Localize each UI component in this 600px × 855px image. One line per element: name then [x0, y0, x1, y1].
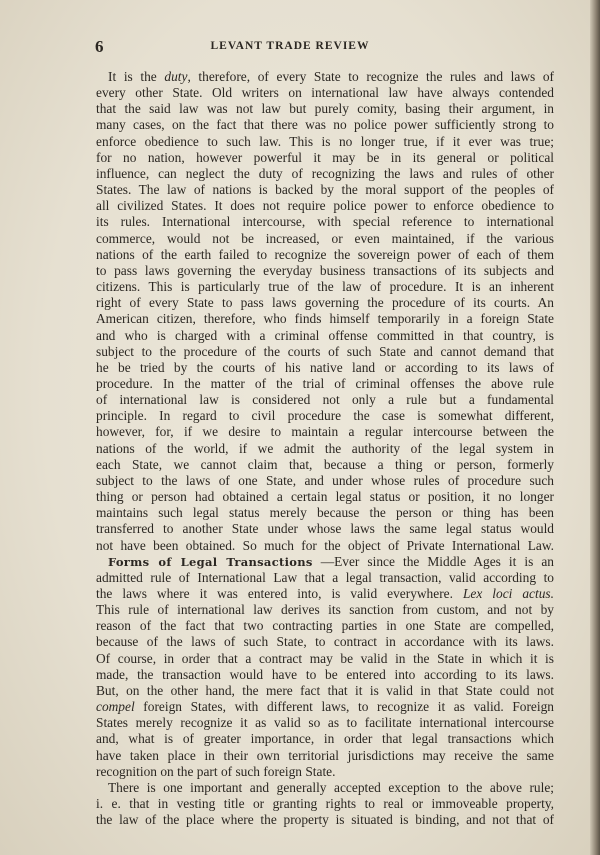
text-line [96, 85, 554, 101]
text-line [96, 441, 554, 457]
text-line [96, 812, 554, 828]
text-segment: This rule of international law derives its sanction from custom, and not by [96, 602, 554, 618]
text-segment: he be tried by the courts of his native land or according to its laws of [96, 359, 554, 375]
text-segment: admitted rule of International Law that a legal transaction, valid according to [96, 569, 554, 585]
section-heading: Forms of Legal Transactions [108, 554, 313, 569]
running-title: LEVANT TRADE REVIEW [210, 40, 370, 52]
text-line [96, 263, 554, 279]
text-segment: commerce, would not be increased, or even maintained, if the various [96, 230, 554, 246]
text-line [96, 279, 554, 295]
text-segment: But, on the other hand, the mere fact that it is valid in that State could not [96, 682, 554, 698]
text-line [96, 166, 554, 182]
text-segment: States. The law of nations is backed by the moral support of the peoples of [96, 182, 554, 198]
text-line [96, 360, 554, 376]
italic-text: Lex loci actus. [462, 586, 554, 601]
text-line [96, 473, 554, 489]
text-segment: for no nation, however powerful it may be in its general or political [96, 149, 554, 165]
text-line [96, 101, 554, 117]
text-segment: not have been obtained. So much for the object of Private International Law. [96, 537, 554, 553]
text-line [96, 376, 554, 392]
text-line [96, 634, 554, 650]
text-line [96, 715, 554, 731]
body-text [96, 69, 554, 828]
text-segment: because of the laws of such State, to contract in accordance with its laws. [96, 634, 554, 650]
text-line [96, 150, 554, 166]
text-line [96, 344, 554, 360]
text-line [96, 505, 554, 521]
text-segment: principle. In regard to civil procedure the case is somewhat different, [96, 408, 554, 424]
text-segment: maintains such legal status merely because the person or thing has been [96, 505, 554, 521]
text-line [96, 134, 554, 150]
text-segment: each State, we cannot claim that, because a thing or person, formerly [96, 456, 554, 472]
text-segment: made, the transaction would have to be entered into according to its laws. [96, 666, 554, 682]
text-segment: nations of the world, if we admit the authority of the legal system in [96, 440, 554, 456]
text-line [96, 214, 554, 230]
text-segment: nations of the earth failed to recognize the sovereign power of each of them [96, 246, 554, 262]
text-line [96, 796, 554, 812]
text-segment: that the said law was not law but purely comity, basing their argument, in [96, 101, 554, 117]
text-segment: right of every State to pass laws governing the procedure of its courts. An [96, 295, 554, 311]
text-segment: however, for, if we desire to maintain a regular intercourse between the [96, 424, 554, 440]
text-segment: recognition on the part of such foreign State. [96, 763, 336, 779]
text-segment: States merely recognize it as valid so as to facilitate international intercourse [96, 715, 554, 731]
text-line [96, 424, 554, 440]
text-segment: procedure. In the matter of the trial of criminal offenses the above rule [96, 375, 554, 391]
text-line [96, 699, 554, 715]
text-line [96, 570, 554, 586]
text-line [96, 667, 554, 683]
text-segment: influence, can neglect the duty of recognizing the laws and rules of other [96, 165, 554, 181]
text-segment: There is one important and generally accepted exception to the above rule; [108, 779, 554, 795]
text-segment: subject to the laws of one State, and under whose rules of procedure such [96, 472, 554, 488]
text-line [96, 538, 554, 554]
text-line [96, 651, 554, 667]
text-segment: all civilized States. It does not require police power to enforce obedience to [96, 198, 554, 214]
text-segment: —Ever since the Middle Ages it is an [312, 553, 554, 569]
text-segment: thing or person had obtained a certain legal status or position, it no longer [96, 489, 554, 505]
page-edge-shadow [590, 0, 600, 855]
text-segment: enforce obedience to such law. This is no longer true, if it ever was true; [96, 133, 554, 149]
italic-text: duty [164, 69, 188, 84]
text-segment: its rules. International intercourse, with special reference to international [96, 214, 554, 230]
text-segment: subject to the procedure of the courts of such State and cannot demand that [96, 343, 554, 359]
text-segment: , therefore, of every State to recognize the rules and laws of [187, 69, 554, 84]
text-line [96, 618, 554, 634]
text-line [96, 748, 554, 764]
text-line [96, 554, 554, 570]
text-segment: It is the [108, 69, 165, 84]
text-segment: and who is charged with a criminal offense committed in that country, is [96, 327, 554, 343]
text-segment: foreign States, with different laws, to recognize it as valid. Foreign [134, 699, 554, 715]
text-line [96, 117, 554, 133]
text-line [96, 247, 554, 263]
text-segment: Of course, in order that a contract may be valid in the State in which it is [96, 650, 554, 666]
text-line [96, 780, 554, 796]
text-line [96, 198, 554, 214]
text-line [96, 586, 554, 602]
text-segment: the laws where it was entered into, is valid everywhere. [96, 586, 463, 601]
text-line [96, 489, 554, 505]
text-line [96, 731, 554, 747]
text-line [96, 764, 554, 780]
text-segment: transferred to another State under whose laws the same legal status would [96, 521, 554, 537]
text-segment: of international law is considered not only a rule but a fundamental [96, 392, 554, 408]
text-segment: many cases, on the fact that there was no police power sufficiently strong to [96, 117, 554, 133]
text-line [96, 408, 554, 424]
text-line [96, 231, 554, 247]
text-segment: i. e. that in vesting title or granting rights to real or immoveable property, [96, 796, 554, 812]
text-segment: every other State. Old writers on international law have always contended [96, 85, 554, 101]
text-line [96, 602, 554, 618]
text-segment: have taken place in their own territorial jurisdictions may receive the same [96, 747, 554, 763]
text-segment: the law of the place where the property is situated is binding, and not that of [96, 812, 554, 828]
page-number: 6 [95, 37, 104, 56]
text-line [96, 683, 554, 699]
text-line [96, 521, 554, 537]
text-segment: reason of the fact that two contracting parties in one State are compelled, [96, 618, 554, 634]
text-line [96, 69, 554, 85]
text-segment: and, what is of greater importance, in order that legal transactions which [96, 731, 554, 747]
text-segment: American citizen, therefore, who finds himself temporarily in a foreign State [96, 311, 554, 327]
text-line [96, 328, 554, 344]
text-line [96, 295, 554, 311]
text-segment: citizens. This is particularly true of the law of procedure. It is an inherent [96, 279, 554, 295]
text-line [96, 392, 554, 408]
text-line [96, 311, 554, 327]
text-line [96, 182, 554, 198]
italic-text: compel [96, 699, 135, 715]
text-line [96, 457, 554, 473]
text-segment: to pass laws governing the everyday business transactions of its subjects and [96, 262, 554, 278]
